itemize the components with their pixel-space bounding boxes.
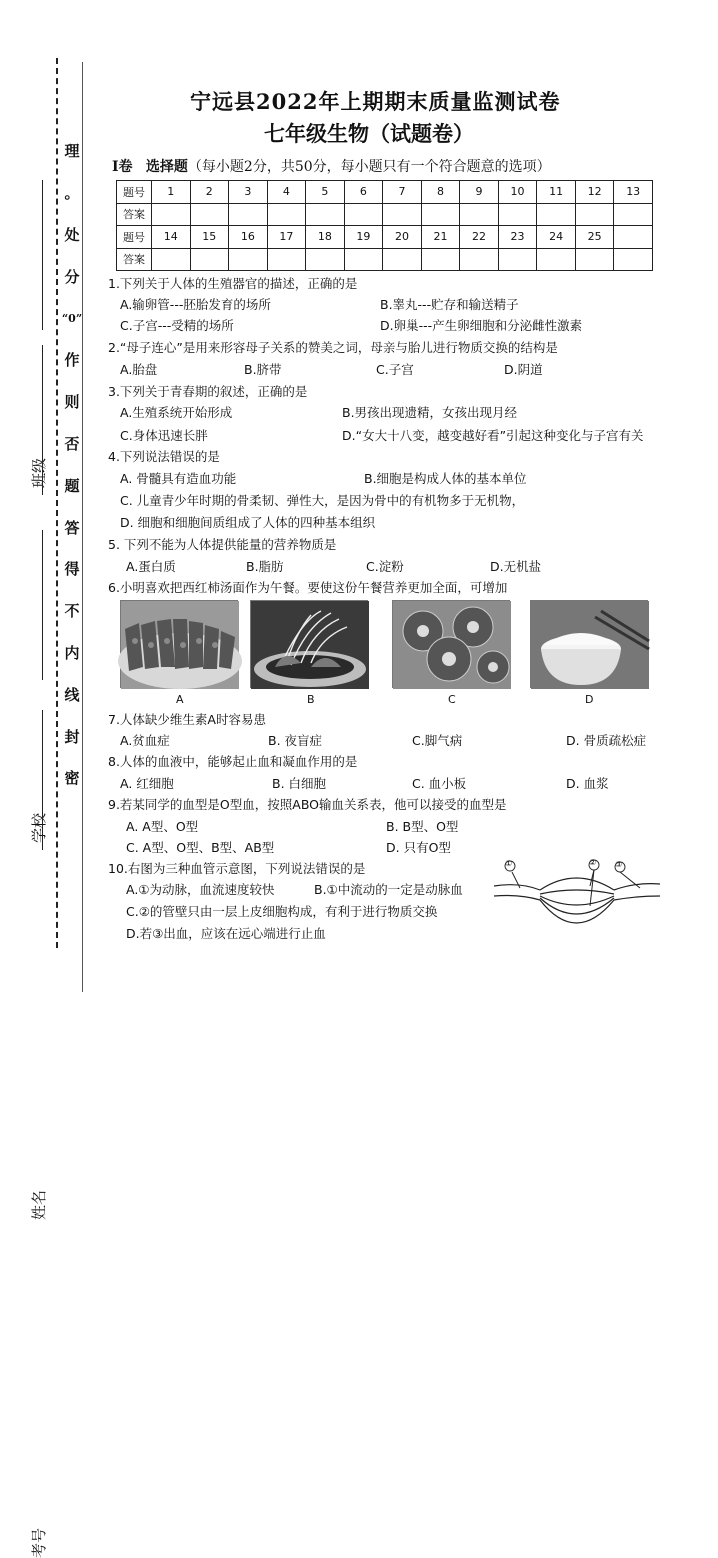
question-8-option-a: A. 红细胞 bbox=[120, 776, 174, 791]
answer-cell[interactable] bbox=[229, 203, 268, 226]
question-number-cell bbox=[614, 226, 653, 249]
answer-cell[interactable] bbox=[575, 248, 614, 271]
question-4-stem: 4.下列说法错误的是 bbox=[108, 449, 220, 464]
seal-char: 答 bbox=[64, 518, 80, 537]
question-8-stem: 8.人体的血液中，能够起止血和凝血作用的是 bbox=[108, 754, 358, 769]
question-9-stem: 9.若某同学的血型是O型血，按照ABO输血关系表，他可以接受的血型是 bbox=[108, 797, 507, 812]
sliced-meat-icon bbox=[121, 601, 239, 689]
answer-cell[interactable] bbox=[152, 248, 191, 271]
table-header-cell: 答案 bbox=[117, 203, 152, 226]
question-number-cell: 12 bbox=[575, 181, 614, 204]
question-number-cell: 4 bbox=[267, 181, 306, 204]
food-photo-label: C bbox=[448, 693, 456, 706]
question-3-option-b: B.男孩出现遗精，女孩出现月经 bbox=[342, 405, 518, 420]
seal-char: 分 bbox=[64, 267, 80, 286]
diagram-label: ③ bbox=[615, 860, 623, 869]
question-number-cell: 8 bbox=[421, 181, 460, 204]
section-label: Ⅰ卷 bbox=[112, 159, 133, 175]
section-note: （每小题2分，共50分，每小题只有一个符合题意的选项） bbox=[187, 159, 551, 175]
question-number-cell: 13 bbox=[614, 181, 653, 204]
capillary-network-icon bbox=[490, 856, 662, 956]
name-label: 姓名 bbox=[30, 1189, 48, 1220]
food-photo-label: D bbox=[585, 693, 594, 706]
answer-cell[interactable] bbox=[498, 203, 537, 226]
section-name: 选择题 bbox=[145, 159, 188, 175]
answer-cell[interactable] bbox=[537, 203, 576, 226]
seal-char: 否 bbox=[64, 434, 80, 453]
answer-cell[interactable] bbox=[537, 248, 576, 271]
seal-char: 。 bbox=[64, 184, 80, 203]
question-3-stem: 3.下列关于青春期的叙述，正确的是 bbox=[108, 384, 308, 399]
answer-cell[interactable] bbox=[460, 203, 499, 226]
question-5-stem: 5. 下列不能为人体提供能量的营养物质是 bbox=[108, 537, 337, 552]
food-photo-a-sliced-beef bbox=[120, 600, 238, 688]
question-1-option-b: B.睾丸---贮存和输送精子 bbox=[380, 297, 519, 312]
seal-char: 得 bbox=[64, 560, 80, 579]
exam-number-label: 考号 bbox=[30, 1527, 48, 1558]
answer-cell[interactable] bbox=[383, 203, 422, 226]
question-5-option-b: B.脂肪 bbox=[246, 559, 284, 574]
question-2-option-a: A.胎盘 bbox=[120, 362, 158, 377]
table-row bbox=[117, 226, 653, 249]
food-photo-label: B bbox=[307, 693, 315, 706]
answer-cell[interactable] bbox=[190, 203, 229, 226]
seal-char: 则 bbox=[64, 393, 80, 412]
question-9-option-c: C. A型、O型、B型、AB型 bbox=[126, 840, 275, 855]
answer-cell[interactable] bbox=[229, 248, 268, 271]
table-header-cell: 题号 bbox=[117, 181, 152, 204]
answer-cell[interactable] bbox=[190, 248, 229, 271]
question-number-cell: 10 bbox=[498, 181, 537, 204]
question-1-option-a: A.输卵管---胚胎发育的场所 bbox=[120, 297, 271, 312]
question-7-option-d: D. 骨质疏松症 bbox=[566, 733, 647, 748]
seal-char: 封 bbox=[64, 727, 80, 746]
question-number-cell: 18 bbox=[306, 226, 345, 249]
question-number-cell: 1 bbox=[152, 181, 191, 204]
answer-cell[interactable] bbox=[575, 203, 614, 226]
class-underline bbox=[42, 180, 43, 330]
blood-vessel-diagram bbox=[490, 856, 662, 956]
question-number-cell: 24 bbox=[537, 226, 576, 249]
question-number-cell: 21 bbox=[421, 226, 460, 249]
diagram-label: ① bbox=[505, 859, 513, 868]
question-10-stem: 10.右图为三种血管示意图，下列说法错误的是 bbox=[108, 861, 366, 876]
answer-cell[interactable] bbox=[460, 248, 499, 271]
class-field[interactable] bbox=[0, 170, 56, 488]
question-4-option-a: A. 骨髓具有造血功能 bbox=[120, 471, 237, 486]
question-number-cell: 9 bbox=[460, 181, 499, 204]
question-9-option-b: B. B型、O型 bbox=[386, 819, 459, 834]
question-8-option-b: B. 白细胞 bbox=[272, 776, 327, 791]
answer-cell[interactable] bbox=[383, 248, 422, 271]
question-9-option-a: A. A型、O型 bbox=[126, 819, 199, 834]
table-header-cell: 答案 bbox=[117, 248, 152, 271]
question-number-cell: 7 bbox=[383, 181, 422, 204]
answer-cell[interactable] bbox=[421, 248, 460, 271]
question-8-option-d: D. 血浆 bbox=[566, 776, 609, 791]
exam-number-underline bbox=[42, 710, 43, 850]
question-9-option-d: D. 只有O型 bbox=[386, 840, 451, 855]
answer-cell[interactable] bbox=[306, 203, 345, 226]
name-underline bbox=[42, 530, 43, 680]
question-number-cell: 16 bbox=[229, 226, 268, 249]
question-2-stem: 2.“母子连心”是用来形容母子关系的赞美之词，母亲与胎儿进行物质交换的结构是 bbox=[108, 340, 558, 355]
answer-cell[interactable] bbox=[306, 248, 345, 271]
question-number-cell: 6 bbox=[344, 181, 383, 204]
seal-char: 线 bbox=[64, 685, 80, 704]
food-photo-b-greens bbox=[250, 600, 368, 688]
food-photo-c-buns bbox=[392, 600, 510, 688]
question-4-option-b: B.细胞是构成人体的基本单位 bbox=[364, 471, 527, 486]
school-underline bbox=[42, 345, 43, 495]
answer-cell[interactable] bbox=[498, 248, 537, 271]
question-1-option-d: D.卵巢---产生卵细胞和分泌雌性激素 bbox=[380, 318, 583, 333]
exam-subtitle: 七年级生物（试题卷） bbox=[264, 121, 474, 146]
question-2-option-b: B.脐带 bbox=[244, 362, 282, 377]
answer-cell[interactable] bbox=[614, 203, 653, 226]
question-number-cell: 23 bbox=[498, 226, 537, 249]
seal-char: 作 bbox=[64, 351, 80, 370]
seal-warning-text bbox=[60, 130, 84, 799]
answer-cell[interactable] bbox=[344, 248, 383, 271]
question-1-option-c: C.子宫---受精的场所 bbox=[120, 318, 234, 333]
school-field[interactable] bbox=[0, 345, 56, 843]
question-number-cell: 17 bbox=[267, 226, 306, 249]
question-number-cell: 22 bbox=[460, 226, 499, 249]
answer-cell[interactable] bbox=[344, 203, 383, 226]
answer-cell[interactable] bbox=[614, 248, 653, 271]
question-7-stem: 7.人体缺少维生素A时容易患 bbox=[108, 712, 266, 727]
seal-dashed-line bbox=[56, 58, 58, 948]
question-3-option-d: D.“女大十八变，越变越好看”引起这种变化与子宫有关 bbox=[342, 428, 644, 443]
question-number-cell: 14 bbox=[152, 226, 191, 249]
question-number-cell: 3 bbox=[229, 181, 268, 204]
seal-char: “0” bbox=[61, 311, 83, 325]
food-photo-label: A bbox=[176, 693, 184, 706]
question-5-option-d: D.无机盐 bbox=[490, 559, 542, 574]
question-7-option-b: B. 夜盲症 bbox=[268, 733, 323, 748]
table-header-cell: 题号 bbox=[117, 226, 152, 249]
steamed-buns-icon bbox=[393, 601, 511, 689]
seal-char: 内 bbox=[64, 643, 80, 662]
seal-char: 不 bbox=[64, 602, 80, 621]
question-5-option-c: C.淀粉 bbox=[366, 559, 404, 574]
food-photo-d-rice bbox=[530, 600, 648, 688]
question-10-option-c: C.②的管壁只由一层上皮细胞构成，有利于进行物质交换 bbox=[126, 904, 438, 919]
exam-title: 宁远县2022年上期期末质量监测试卷 bbox=[190, 89, 561, 114]
question-6-stem: 6.小明喜欢把西红柿汤面作为午餐。要使这份午餐营养更加全面，可增加 bbox=[108, 580, 508, 595]
section-heading bbox=[112, 156, 551, 176]
question-number-cell: 15 bbox=[190, 226, 229, 249]
question-10-option-b: B.①中流动的一定是动脉血 bbox=[314, 882, 463, 897]
question-number-cell: 11 bbox=[537, 181, 576, 204]
question-number-cell: 25 bbox=[575, 226, 614, 249]
question-number-cell: 2 bbox=[190, 181, 229, 204]
question-10-option-a: A.①为动脉，血流速度较快 bbox=[126, 882, 275, 897]
seal-char: 理 bbox=[64, 142, 80, 161]
question-number-cell: 5 bbox=[306, 181, 345, 204]
diagram-label: ② bbox=[589, 858, 597, 867]
question-4-option-c: C. 儿童青少年时期的骨柔韧、弹性大，是因为骨中的有机物多于无机物， bbox=[120, 493, 525, 508]
binding-margin bbox=[0, 0, 100, 1558]
question-5-option-a: A.蛋白质 bbox=[126, 559, 176, 574]
answer-table bbox=[116, 180, 653, 271]
question-3-option-c: C.身体迅速长胖 bbox=[120, 428, 208, 443]
seal-char: 处 bbox=[64, 225, 80, 244]
question-number-cell: 20 bbox=[383, 226, 422, 249]
question-2-option-d: D.阴道 bbox=[504, 362, 543, 377]
seal-char: 题 bbox=[64, 476, 80, 495]
answer-cell[interactable] bbox=[152, 203, 191, 226]
rice-bowl-icon bbox=[531, 601, 649, 689]
question-2-option-c: C.子宫 bbox=[376, 362, 414, 377]
school-label: 学校 bbox=[30, 812, 48, 843]
answer-cell[interactable] bbox=[421, 203, 460, 226]
class-label: 班级 bbox=[30, 457, 48, 488]
question-number-cell: 19 bbox=[344, 226, 383, 249]
table-row bbox=[117, 181, 653, 204]
question-4-option-d: D. 细胞和细胞间质组成了人体的四种基本组织 bbox=[120, 515, 376, 530]
seal-char: 密 bbox=[64, 769, 80, 788]
question-1-stem: 1.下列关于人体的生殖器官的描述，正确的是 bbox=[108, 276, 358, 291]
question-3-option-a: A.生殖系统开始形成 bbox=[120, 405, 233, 420]
question-7-option-a: A.贫血症 bbox=[120, 733, 170, 748]
table-row bbox=[117, 203, 653, 226]
answer-cell[interactable] bbox=[267, 203, 306, 226]
answer-cell[interactable] bbox=[267, 248, 306, 271]
question-10-option-d: D.若③出血，应该在远心端进行止血 bbox=[126, 926, 326, 941]
question-8-option-c: C. 血小板 bbox=[412, 776, 467, 791]
question-7-option-c: C.脚气病 bbox=[412, 733, 463, 748]
vegetable-dish-icon bbox=[251, 601, 369, 689]
table-row bbox=[117, 248, 653, 271]
